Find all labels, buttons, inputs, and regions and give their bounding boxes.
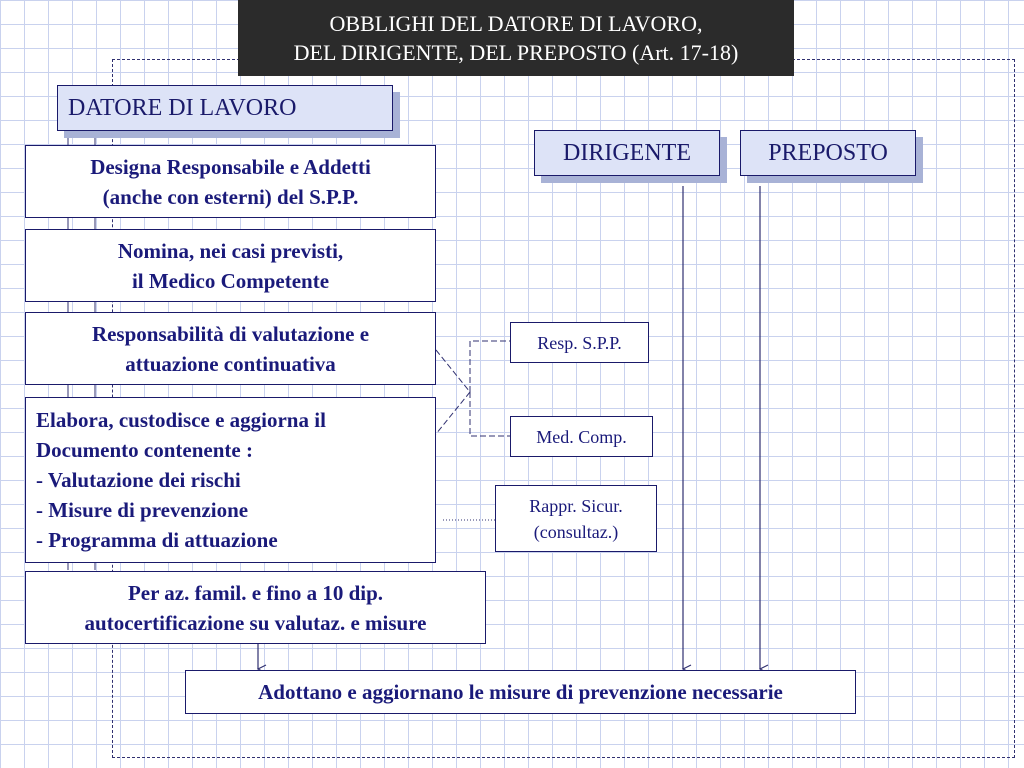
box-designa-line-1: Designa Responsabile e Addetti (90, 154, 371, 179)
box-famil-line-1: Per az. famil. e fino a 10 dip. (127, 580, 384, 605)
box-nomina-line-1: Nomina, nei casi previsti, (117, 238, 344, 263)
header-datore-label: DATORE DI LAVORO (68, 94, 297, 121)
header-dirigente-label: DIRIGENTE (563, 139, 691, 166)
box-famil-line-2: autocertificazione su valutaz. e misure (84, 610, 427, 635)
title-line-2: DEL DIRIGENTE, DEL PREPOSTO (Art. 17-18) (293, 40, 739, 65)
page-title (238, 0, 794, 76)
box-responsabilita-line-2: attuazione continuativa (125, 351, 336, 376)
box-designa (25, 145, 436, 218)
header-preposto-label: PREPOSTO (768, 139, 888, 166)
header-dirigente (534, 130, 720, 176)
box-med-comp (510, 416, 653, 457)
box-rappr-line-1: Rappr. Sicur. (529, 495, 623, 516)
box-elabora-line-1: Elabora, custodisce e aggiorna il (36, 408, 326, 432)
box-elabora (25, 397, 436, 563)
box-designa-line-2: (anche con esterni) del S.P.P. (102, 184, 359, 209)
box-elabora-line-5: - Programma di attuazione (36, 528, 278, 552)
box-nomina-line-2: il Medico Competente (131, 268, 330, 293)
box-elabora-line-4: - Misure di prevenzione (36, 498, 249, 522)
box-med-comp-label: Med. Comp. (536, 426, 627, 447)
box-nomina (25, 229, 436, 302)
header-datore-di-lavoro (57, 85, 393, 131)
title-line-1: OBBLIGHI DEL DATORE DI LAVORO, (329, 11, 703, 36)
box-responsabilita (25, 312, 436, 385)
box-responsabilita-line-1: Responsabilità di valutazione e (91, 321, 370, 346)
box-adottano (185, 670, 856, 714)
box-elabora-line-2: Documento contenente : (36, 438, 253, 462)
box-resp-spp-label: Resp. S.P.P. (537, 332, 622, 353)
box-rappr-line-2: (consultaz.) (533, 521, 619, 542)
box-adottano-label: Adottano e aggiornano le misure di prevenzione necessarie (258, 680, 783, 704)
box-resp-spp (510, 322, 649, 363)
box-famil (25, 571, 486, 644)
box-rappr-sicur (495, 485, 657, 552)
header-preposto (740, 130, 916, 176)
box-elabora-line-3: - Valutazione dei rischi (36, 468, 241, 492)
